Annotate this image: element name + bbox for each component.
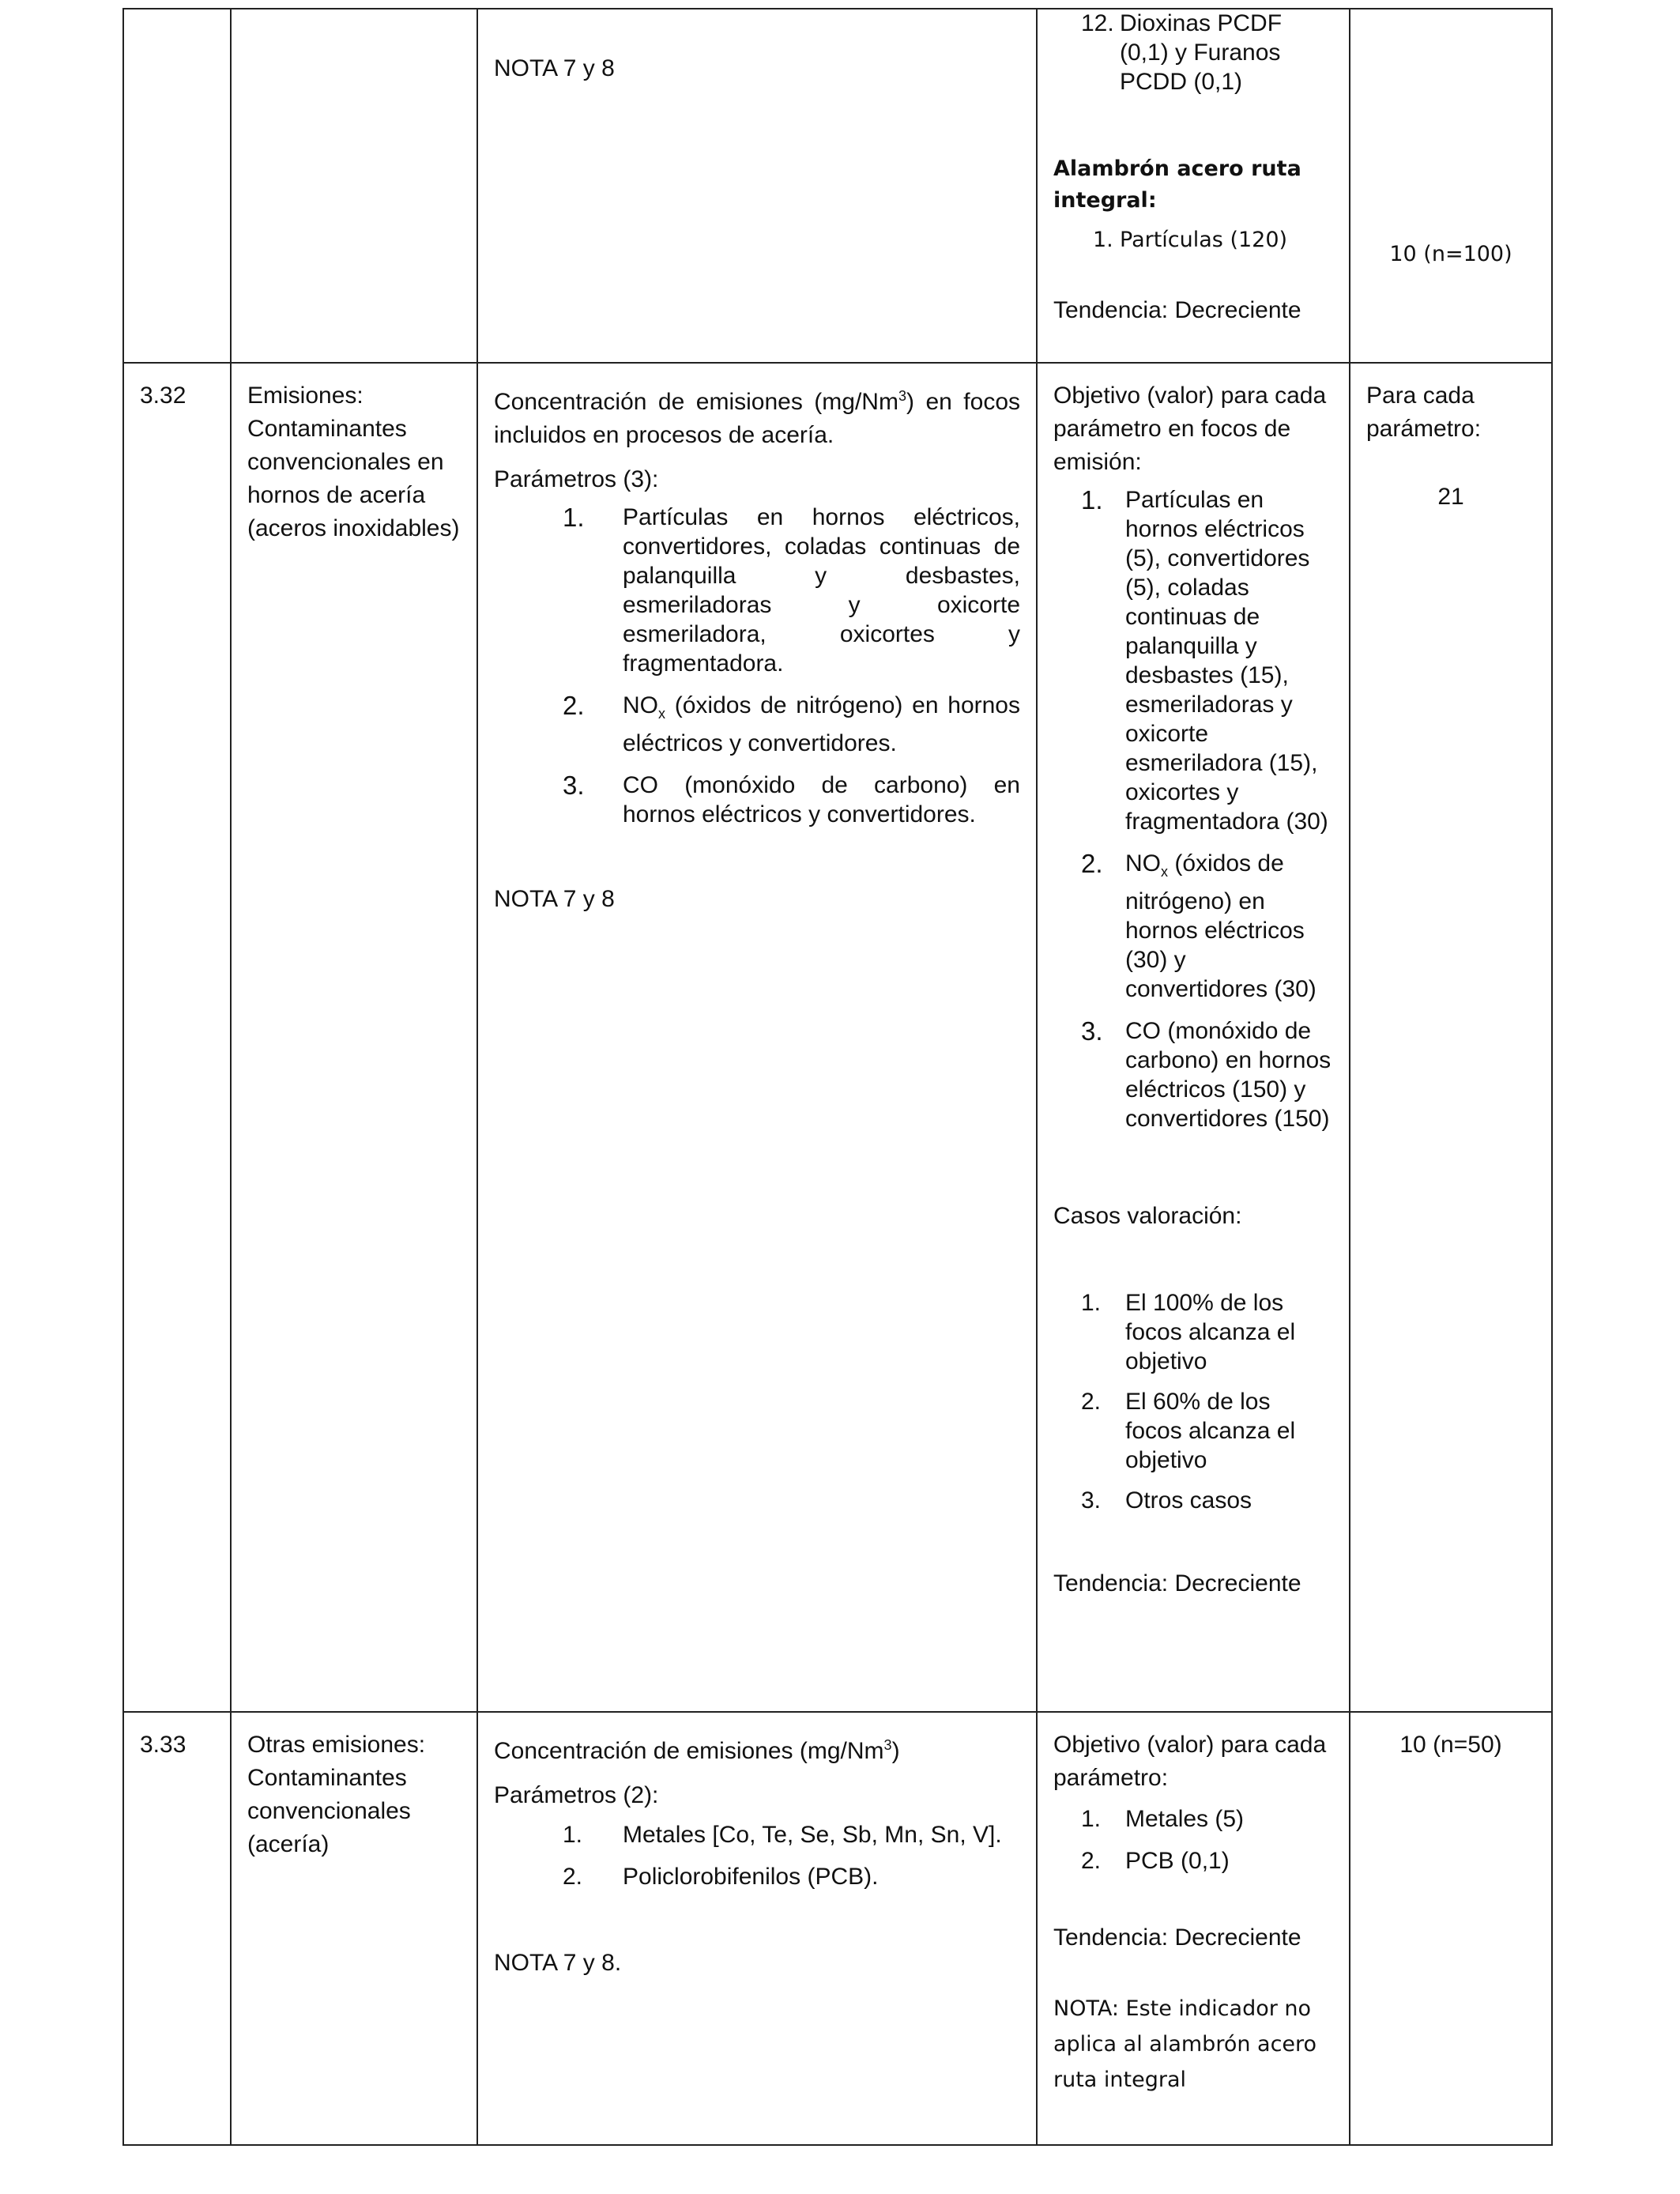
- cell-description: [477, 1712, 1037, 2145]
- objective-intro: Objetivo (valor) para cada parámetro en focos de emisión:: [1053, 383, 1327, 475]
- cell-objective: [1037, 363, 1350, 1712]
- list-item: 3. CO (monóxido de carbono) en hornos eléctricos (150) y convertidores (150): [1081, 1016, 1332, 1132]
- cell-description: [477, 363, 1037, 1712]
- nota-text: NOTA 7 y 8: [494, 886, 615, 912]
- indicator-name: Emisiones: Contaminantes convencionales en hornos de acería (aceros inoxidables): [247, 383, 460, 541]
- list-item: 2. $NO_x$ (óxidos de nitrógeno) en hornos eléctricos y convertidores.: [563, 691, 1020, 756]
- list-item: 1. Partículas (120): [1093, 228, 1288, 252]
- objective-list: [1038, 479, 1349, 1133]
- cell-indicator: [231, 1712, 477, 2145]
- row-id: 3.33: [140, 1732, 186, 1758]
- value-text: 10 (n=50): [1399, 1732, 1502, 1758]
- row-id: 3.32: [140, 383, 186, 409]
- cell-description: [477, 9, 1037, 363]
- cell-value: [1350, 363, 1552, 1712]
- cell-indicator: [231, 363, 477, 1712]
- nota-text: NOTA 7 y 8.: [494, 1950, 622, 1976]
- list-item: 3. CO (monóxido de carbono) en hornos eléctricos y convertidores.: [563, 771, 1020, 827]
- trend-text: Tendencia: Decreciente: [1053, 1924, 1301, 1951]
- indicator-table: [122, 8, 1553, 2146]
- list-item: 1. Metales (5): [1081, 1806, 1245, 1832]
- value-label: Para cada parámetro:: [1366, 383, 1482, 442]
- description-intro: Concentración de emisiones (mg/Nm$^3$): [494, 1737, 900, 1764]
- list-item: 1. Partículas en hornos eléctricos, convertidores, coladas continuas de palanquilla y desbastes, esmeriladoras y oxicorte esmeriladora, oxicortes y fragmentadora.: [563, 503, 1020, 677]
- cell-id: [123, 1712, 231, 2145]
- table-row-continued: [123, 9, 1552, 363]
- nota-text: NOTA 7 y 8: [494, 55, 615, 81]
- list-item: 2. $NO_x$ (óxidos de nitrógeno) en hornos eléctricos (30) y convertidores (30): [1081, 849, 1317, 1002]
- trend-text: Tendencia: Decreciente: [1053, 1570, 1301, 1596]
- cell-indicator-empty: [231, 9, 477, 363]
- cell-objective: [1037, 1712, 1350, 2145]
- cell-id-empty: [123, 9, 231, 363]
- list-item: 2. Policlorobifenilos (PCB).: [563, 1864, 879, 1890]
- list-item: 2. El 60% de los focos alcanza el objetivo: [1081, 1389, 1296, 1473]
- casos-title: Casos valoración:: [1053, 1203, 1242, 1229]
- objective-list: [1038, 1795, 1349, 1875]
- list-item: 3. Otros casos: [1081, 1487, 1252, 1514]
- value-text: 21: [1437, 484, 1464, 510]
- value-text: 10 (n=100): [1389, 242, 1512, 266]
- table-row-3-32: [123, 363, 1552, 1712]
- cell-value: [1350, 9, 1552, 363]
- casos-list: [1038, 1233, 1349, 1515]
- parameters-label: Parámetros (3):: [494, 466, 659, 492]
- section-heading: Alambrón acero ruta integral:: [1053, 156, 1301, 213]
- cell-id: [123, 363, 231, 1712]
- parameters-list: [478, 1812, 1036, 1891]
- indicator-name: Otras emisiones: Contaminantes convencionales (acería): [247, 1732, 426, 1857]
- cell-value: [1350, 1712, 1552, 2145]
- objective-intro: Objetivo (valor) para cada parámetro:: [1053, 1732, 1327, 1791]
- parameters-list: [478, 496, 1036, 829]
- list-item: 1. Partículas en hornos eléctricos (5), convertidores (5), coladas continuas de palanquilla y desbastes (15), esmeriladoras y oxicorte esmeriladora (15), oxicortes y fragmentadora (30): [1081, 485, 1328, 835]
- list-item: 1. El 100% de los focos alcanza el objetivo: [1081, 1290, 1296, 1374]
- note-text: NOTA: Este indicador no aplica al alambrón acero ruta integral: [1053, 1996, 1317, 2092]
- cell-objective: [1037, 9, 1350, 363]
- parameters-label: Parámetros (2):: [494, 1782, 659, 1808]
- trend-text: Tendencia: Decreciente: [1053, 297, 1301, 323]
- list-item: 12. Dioxinas PCDF (0,1) y Furanos PCDD (0,1): [1081, 10, 1283, 95]
- list-item: 1. Metales [Co, Te, Se, Sb, Mn, Sn, V].: [563, 1822, 1002, 1848]
- list-item: 2. PCB (0,1): [1081, 1848, 1230, 1874]
- description-intro: Concentración de emisiones (mg/Nm$^3$) en focos incluidos en procesos de acería.: [494, 388, 1020, 448]
- table-row-3-33: [123, 1712, 1552, 2145]
